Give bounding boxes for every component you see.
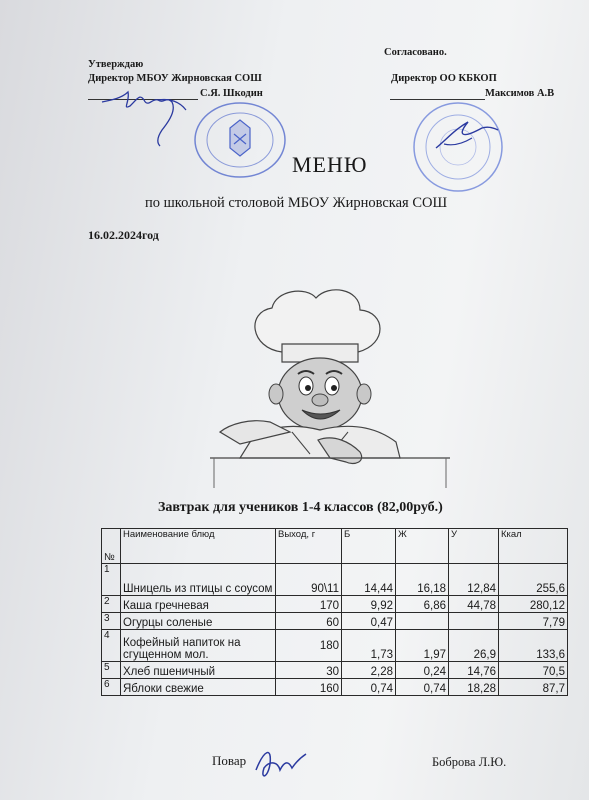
dish-output: 90\11 — [276, 564, 342, 596]
page-subtitle: по школьной столовой МБОУ Жирновская СОШ — [145, 195, 448, 211]
dish-name: Каша гречневая — [121, 596, 276, 613]
chef-illustration — [210, 282, 450, 492]
table-header-row — [102, 529, 568, 564]
col-header-number: № — [102, 529, 121, 564]
dish-proteins: 1,73 — [342, 630, 396, 662]
dish-kcal: 87,7 — [499, 679, 568, 696]
director-signature — [100, 80, 200, 150]
dish-proteins: 9,92 — [342, 596, 396, 613]
agreement-stamp — [398, 100, 518, 195]
col-header-dish: Наименование блюд — [121, 529, 276, 564]
cook-signature — [250, 740, 310, 785]
dish-fats — [396, 613, 449, 630]
approve-name: С.Я. Шкодин — [200, 88, 263, 99]
approve-position: Директор МБОУ Жирновская СОШ — [88, 73, 262, 84]
school-stamp — [190, 100, 290, 180]
dish-fats: 0,24 — [396, 662, 449, 679]
dish-kcal: 133,6 — [499, 630, 568, 662]
dish-output: 180 — [276, 630, 342, 662]
dish-carbs: 14,76 — [449, 662, 499, 679]
col-header-kcal: Ккал — [499, 529, 568, 564]
dish-carbs: 18,28 — [449, 679, 499, 696]
table-row — [102, 596, 568, 613]
dish-carbs: 26,9 — [449, 630, 499, 662]
table-row — [102, 564, 568, 596]
dish-kcal: 7,79 — [499, 613, 568, 630]
dish-proteins: 2,28 — [342, 662, 396, 679]
col-header-output: Выход, г — [276, 529, 342, 564]
row-number: 4 — [102, 630, 121, 662]
dish-name: Шницель из птицы с соусом — [121, 564, 276, 596]
dish-fats: 0,74 — [396, 679, 449, 696]
table-row — [102, 662, 568, 679]
dish-name: Огурцы соленые — [121, 613, 276, 630]
section-title: Завтрак для учеников 1-4 классов (82,00руб.) — [158, 500, 443, 515]
dish-output: 60 — [276, 613, 342, 630]
agreed-label: Согласовано. — [384, 47, 447, 58]
dish-output: 30 — [276, 662, 342, 679]
dish-proteins: 0,47 — [342, 613, 396, 630]
dish-carbs — [449, 613, 499, 630]
dish-kcal: 255,6 — [499, 564, 568, 596]
row-number: 3 — [102, 613, 121, 630]
col-header-carbs: У — [449, 529, 499, 564]
dish-name: Кофейный напиток на сгущенном мол. — [121, 630, 276, 662]
dish-fats: 1,97 — [396, 630, 449, 662]
table-row — [102, 613, 568, 630]
cook-label: Повар — [212, 753, 247, 768]
col-header-fats: Ж — [396, 529, 449, 564]
row-number: 1 — [102, 564, 121, 596]
menu-date: 16.02.2024год — [88, 228, 159, 242]
dish-proteins: 0,74 — [342, 679, 396, 696]
approve-label: Утверждаю — [88, 59, 144, 70]
dish-kcal: 70,5 — [499, 662, 568, 679]
table-row — [102, 630, 568, 662]
agreed-position: Директор ОО КБКОП — [391, 73, 497, 84]
dish-carbs: 44,78 — [449, 596, 499, 613]
row-number: 6 — [102, 679, 121, 696]
col-header-proteins: Б — [342, 529, 396, 564]
table-row — [102, 679, 568, 696]
page-title: МЕНЮ — [292, 152, 368, 177]
row-number: 2 — [102, 596, 121, 613]
agreed-name: Максимов А.В — [485, 88, 555, 99]
menu-table — [101, 528, 568, 696]
cook-name: Боброва Л.Ю. — [432, 755, 507, 769]
dish-carbs: 12,84 — [449, 564, 499, 596]
dish-proteins: 14,44 — [342, 564, 396, 596]
dish-fats: 16,18 — [396, 564, 449, 596]
dish-kcal: 280,12 — [499, 596, 568, 613]
dish-name: Яблоки свежие — [121, 679, 276, 696]
row-number: 5 — [102, 662, 121, 679]
dish-name: Хлеб пшеничный — [121, 662, 276, 679]
dish-output: 170 — [276, 596, 342, 613]
dish-fats: 6,86 — [396, 596, 449, 613]
dish-output: 160 — [276, 679, 342, 696]
